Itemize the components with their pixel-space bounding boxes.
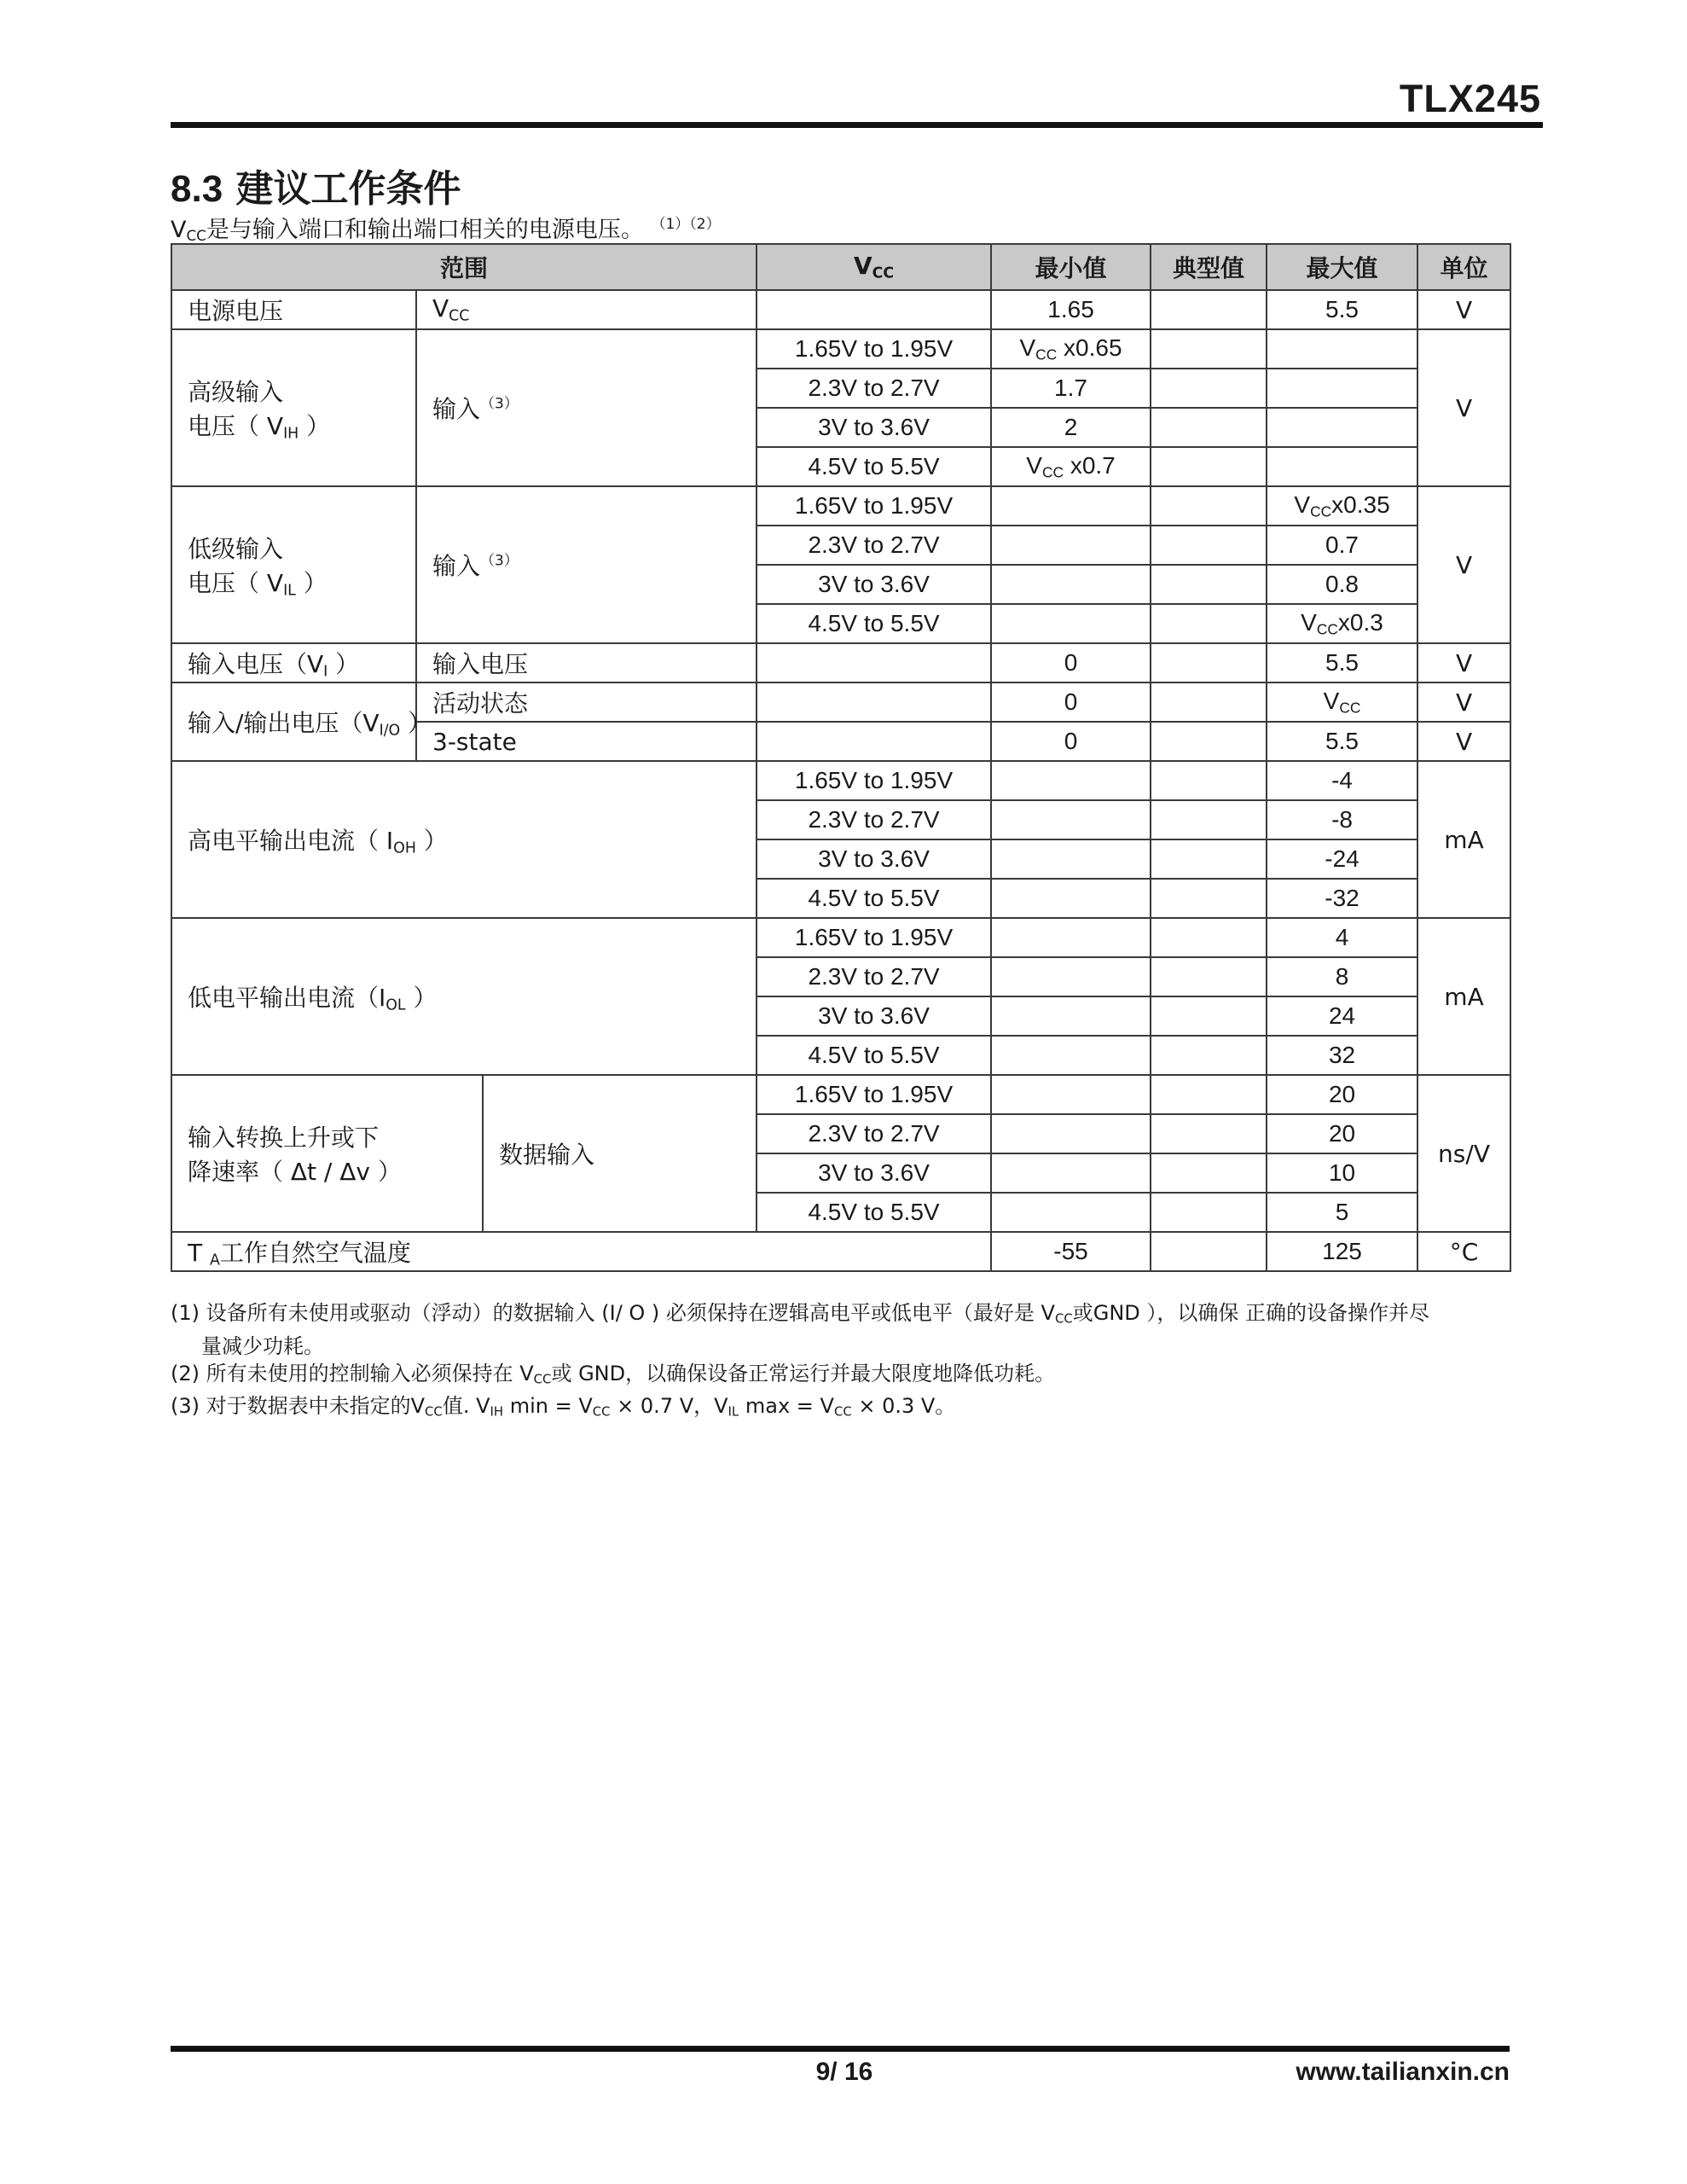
vil-label-line1: 低级输入: [188, 534, 284, 563]
ioh-typ: [1151, 879, 1267, 918]
supply-symbol: [416, 290, 757, 329]
vih-typ: [1151, 329, 1267, 369]
intro-sub: CC: [186, 227, 206, 245]
vil-max: 0.7: [1267, 526, 1417, 565]
vil-cond-text: 输入: [432, 552, 481, 580]
slew-label-line1: 输入转换上升或下: [188, 1124, 380, 1152]
temp-label-post: 工作自然空气温度: [219, 1238, 411, 1267]
vih-vcc: 4.5V to 5.5V: [757, 447, 991, 486]
vil-max-sub: CC: [1310, 502, 1332, 520]
table-row: [171, 486, 1510, 526]
header-vcc-sub: CC: [872, 264, 895, 282]
footnote-1-post: 或GND ），以确保 正确的设备操作并尽: [1072, 1301, 1430, 1325]
slew-unit: ns/V: [1417, 1075, 1510, 1232]
slew-condition: 数据输入: [483, 1075, 757, 1232]
slew-max: 20: [1267, 1075, 1417, 1114]
vio-label-pre: 输入/输出电压（V: [188, 708, 380, 737]
vih-max: [1267, 408, 1417, 447]
slew-max: 20: [1267, 1114, 1417, 1153]
table-row: [171, 918, 1510, 957]
header-vcc: [757, 244, 991, 290]
ioh-min: [991, 879, 1151, 918]
supply-min: 1.65: [991, 290, 1151, 329]
vih-label-line1: 高级输入: [188, 377, 284, 406]
vil-vcc: 3V to 3.6V: [757, 565, 991, 604]
iol-max: 8: [1267, 957, 1417, 996]
temp-typ: [1151, 1232, 1267, 1271]
vil-max-v: V: [1301, 608, 1317, 636]
header-vcc-v: V: [853, 252, 872, 281]
footnote-3-d: × 0.7 V，V: [610, 1394, 728, 1419]
section-intro: [171, 211, 721, 244]
vih-min-tail: x0.65: [1057, 334, 1122, 361]
footnote-3-b: 值. V: [442, 1394, 490, 1419]
footnote-1: [171, 1299, 1518, 1333]
table-row: [171, 329, 1510, 369]
slew-typ: [1151, 1075, 1267, 1114]
temp-max: 125: [1267, 1232, 1417, 1271]
footnote-3-c: min = V: [503, 1394, 593, 1419]
vio-tristate-unit: V: [1417, 722, 1510, 761]
footnote-2-pre: (2) 所有未使用的控制输入必须保持在 V: [171, 1361, 534, 1385]
vio-active-max-v: V: [1323, 687, 1340, 714]
vio-active-max: [1267, 682, 1417, 722]
ioh-vcc: 1.65V to 1.95V: [757, 761, 991, 800]
footnote-3-sub3: CC: [592, 1404, 611, 1420]
vih-min-v: V: [1026, 451, 1042, 479]
vih-min-sub: CC: [1035, 346, 1058, 363]
iol-vcc: 1.65V to 1.95V: [757, 918, 991, 957]
part-number: TLX245: [1399, 77, 1541, 120]
ioh-label: [171, 761, 757, 918]
supply-sym-sub: CC: [449, 307, 470, 325]
iol-vcc: 4.5V to 5.5V: [757, 1036, 991, 1075]
vih-label: [171, 329, 416, 486]
iol-typ: [1151, 957, 1267, 996]
ioh-min: [991, 800, 1151, 839]
supply-unit: V: [1417, 290, 1510, 329]
slew-vcc: 1.65V to 1.95V: [757, 1075, 991, 1114]
vio-label-sub: I/O: [379, 722, 401, 740]
header-row: [171, 244, 1510, 290]
slew-typ: [1151, 1153, 1267, 1193]
vil-typ: [1151, 565, 1267, 604]
iol-label-post: ）: [405, 983, 438, 1012]
vih-unit: V: [1417, 329, 1510, 486]
vil-vcc: 2.3V to 2.7V: [757, 526, 991, 565]
vil-max-v: V: [1294, 491, 1311, 518]
website-link[interactable]: www.tailianxin.cn: [1296, 2058, 1510, 2086]
ioh-vcc: 3V to 3.6V: [757, 839, 991, 879]
vio-active-max-sub: CC: [1339, 699, 1361, 717]
intro-refs: （1）（2）: [651, 216, 721, 233]
iol-vcc: 2.3V to 2.7V: [757, 957, 991, 996]
iol-min: [991, 918, 1151, 957]
slew-min: [991, 1153, 1151, 1193]
iol-label: [171, 918, 757, 1075]
iol-label-sub: OL: [386, 996, 406, 1014]
vih-condition: [416, 329, 757, 486]
iol-typ: [1151, 918, 1267, 957]
table-row: [171, 290, 1510, 329]
table-row: [171, 682, 1510, 722]
vi-condition: 输入电压: [416, 643, 757, 682]
ioh-max: -24: [1267, 839, 1417, 879]
slew-label-line2: 降速率（ Δt / Δv ）: [188, 1158, 402, 1186]
temp-unit: °C: [1417, 1232, 1510, 1271]
vio-label-post: ）: [400, 708, 432, 737]
footnote-3-sub5: CC: [833, 1404, 852, 1420]
vi-typ: [1151, 643, 1267, 682]
vih-min-v: V: [1019, 334, 1036, 361]
iol-min: [991, 996, 1151, 1036]
header-min: 最小值: [991, 244, 1151, 290]
iol-max: 24: [1267, 996, 1417, 1036]
iol-typ: [1151, 996, 1267, 1036]
ioh-max: -4: [1267, 761, 1417, 800]
vih-label-pre: 电压（ V: [188, 411, 284, 440]
ioh-vcc: 4.5V to 5.5V: [757, 879, 991, 918]
page-number: 9/ 16: [815, 2058, 873, 2086]
slew-label: [171, 1075, 483, 1232]
footer-rule: [171, 2046, 1510, 2052]
header-unit: 单位: [1417, 244, 1510, 290]
iol-max: 32: [1267, 1036, 1417, 1075]
vih-min: [991, 447, 1151, 486]
temp-min: -55: [991, 1232, 1151, 1271]
vio-tristate-min: 0: [991, 722, 1151, 761]
iol-unit: mA: [1417, 918, 1510, 1075]
vil-max: [1267, 604, 1417, 643]
vih-vcc: 1.65V to 1.95V: [757, 329, 991, 369]
table-row: [171, 761, 1510, 800]
supply-sym-v: V: [432, 294, 449, 323]
slew-min: [991, 1193, 1151, 1232]
vil-unit: V: [1417, 486, 1510, 643]
iol-vcc: 3V to 3.6V: [757, 996, 991, 1036]
footnote-3-sub1: CC: [425, 1404, 443, 1420]
footnote-2-sub: CC: [533, 1371, 552, 1387]
vio-active-min: 0: [991, 682, 1151, 722]
footnote-3: [171, 1392, 1518, 1426]
vil-label: [171, 486, 416, 643]
supply-vcc: [757, 290, 991, 329]
vih-min: 1.7: [991, 369, 1151, 408]
table-row: [171, 643, 1510, 682]
section-title: [171, 158, 461, 212]
vih-label-sub: IH: [283, 425, 299, 443]
slew-max: 5: [1267, 1193, 1417, 1232]
slew-vcc: 2.3V to 2.7V: [757, 1114, 991, 1153]
vio-tristate-max: 5.5: [1267, 722, 1417, 761]
vih-min-tail: x0.7: [1064, 451, 1116, 479]
vih-min: 2: [991, 408, 1151, 447]
vih-vcc: 2.3V to 2.7V: [757, 369, 991, 408]
slew-typ: [1151, 1193, 1267, 1232]
ioh-label-post: ）: [415, 826, 448, 855]
slew-max: 10: [1267, 1153, 1417, 1193]
vil-label-pre: 电压（ V: [188, 568, 284, 597]
header-typ: 典型值: [1151, 244, 1267, 290]
intro-v: V: [171, 217, 187, 243]
vil-condition: [416, 486, 757, 643]
ioh-min: [991, 761, 1151, 800]
footnote-3-sub2: IH: [490, 1404, 504, 1420]
vi-label: [171, 643, 416, 682]
vil-label-post: ）: [295, 568, 328, 597]
section-number: 8.3: [171, 168, 223, 210]
vih-typ: [1151, 408, 1267, 447]
temp-label-t: T: [188, 1238, 211, 1267]
section-title-text: 建议工作条件: [235, 167, 461, 211]
vil-max-tail: x0.35: [1331, 491, 1390, 518]
vi-min: 0: [991, 643, 1151, 682]
vio-active-typ: [1151, 682, 1267, 722]
slew-min: [991, 1114, 1151, 1153]
footnote-1-continuation: 量减少功耗。: [201, 1333, 324, 1358]
vi-max: 5.5: [1267, 643, 1417, 682]
table-row: [171, 1075, 1510, 1114]
recommended-operating-conditions-table: [171, 243, 1511, 1272]
ioh-typ: [1151, 839, 1267, 879]
slew-typ: [1151, 1114, 1267, 1153]
iol-min: [991, 957, 1151, 996]
vil-max-tail: x0.3: [1337, 608, 1383, 636]
vih-min-sub: CC: [1041, 463, 1064, 481]
ioh-min: [991, 839, 1151, 879]
vio-active-vcc: [757, 682, 991, 722]
vil-vcc: 1.65V to 1.95V: [757, 486, 991, 526]
header-max: 最大值: [1267, 244, 1417, 290]
ioh-typ: [1151, 761, 1267, 800]
footnote-3-sub4: IL: [728, 1404, 739, 1420]
vih-cond-ref: （3）: [480, 395, 519, 413]
vil-min: [991, 486, 1151, 526]
ioh-label-pre: 高电平输出电流（ I: [188, 826, 394, 855]
vi-vcc: [757, 643, 991, 682]
ioh-unit: mA: [1417, 761, 1510, 918]
ioh-max: -32: [1267, 879, 1417, 918]
vih-max: [1267, 329, 1417, 369]
iol-max: 4: [1267, 918, 1417, 957]
vih-typ: [1151, 369, 1267, 408]
ioh-typ: [1151, 800, 1267, 839]
vil-max: [1267, 486, 1417, 526]
vih-vcc: 3V to 3.6V: [757, 408, 991, 447]
vil-typ: [1151, 604, 1267, 643]
ioh-vcc: 2.3V to 2.7V: [757, 800, 991, 839]
table-row: [171, 1232, 1510, 1271]
vil-max-sub: CC: [1316, 620, 1338, 638]
iol-min: [991, 1036, 1151, 1075]
vi-label-sub: I: [323, 663, 328, 681]
footnotes: [171, 1299, 1518, 1426]
slew-min: [991, 1075, 1151, 1114]
vil-max: 0.8: [1267, 565, 1417, 604]
conditions-table-wrapper: [171, 243, 1510, 1272]
temp-label-sub: A: [210, 1252, 220, 1269]
ioh-max: -8: [1267, 800, 1417, 839]
header-range: 范围: [171, 244, 757, 290]
vio-tristate-typ: [1151, 722, 1267, 761]
vil-typ: [1151, 526, 1267, 565]
vih-cond-text: 输入: [432, 395, 481, 423]
vio-active-unit: V: [1417, 682, 1510, 722]
footnote-3-a: (3) 对于数据表中未指定的V: [171, 1394, 426, 1419]
supply-max: 5.5: [1267, 290, 1417, 329]
intro-text: 是与输入端口和输出端口相关的电源电压。: [206, 217, 644, 243]
vio-label: [171, 682, 432, 761]
footnote-1-sub: CC: [1054, 1310, 1073, 1327]
vio-tristate-vcc: [757, 722, 991, 761]
vil-vcc: 4.5V to 5.5V: [757, 604, 991, 643]
footnote-3-f: × 0.3 V。: [851, 1394, 956, 1419]
vil-typ: [1151, 486, 1267, 526]
footnote-2: [171, 1360, 1518, 1393]
vih-max: [1267, 369, 1417, 408]
footnote-1-pre: (1) 设备所有未使用或驱动（浮动）的数据输入 (I/ O ) 必须保持在逻辑高电平或低电平（最好是 V: [171, 1301, 1055, 1325]
temp-label: [171, 1232, 991, 1271]
slew-vcc: 4.5V to 5.5V: [757, 1193, 991, 1232]
vio-tristate-condition: 3-state: [416, 722, 757, 761]
vi-unit: V: [1417, 643, 1510, 682]
supply-typ: [1151, 290, 1267, 329]
footnote-2-post: 或 GND，以确保设备正常运行并最大限度地降低功耗。: [551, 1361, 1056, 1385]
vil-min: [991, 604, 1151, 643]
vil-cond-ref: （3）: [480, 552, 519, 570]
supply-label: 电源电压: [171, 290, 416, 329]
iol-typ: [1151, 1036, 1267, 1075]
vih-label-post: ）: [299, 411, 331, 440]
footnote-3-e: max = V: [739, 1394, 834, 1419]
iol-label-pre: 低电平输出电流（I: [188, 983, 386, 1012]
vih-typ: [1151, 447, 1267, 486]
vil-min: [991, 565, 1151, 604]
vil-min: [991, 526, 1151, 565]
vil-label-sub: IL: [283, 582, 296, 600]
ioh-label-sub: OH: [393, 839, 416, 857]
vio-active-condition: 活动状态: [416, 682, 757, 722]
header-rule: [171, 122, 1543, 128]
vi-label-post: ）: [328, 649, 360, 678]
vih-max: [1267, 447, 1417, 486]
vi-label-pre: 输入电压（V: [188, 649, 324, 678]
vih-min: [991, 329, 1151, 369]
slew-vcc: 3V to 3.6V: [757, 1153, 991, 1193]
